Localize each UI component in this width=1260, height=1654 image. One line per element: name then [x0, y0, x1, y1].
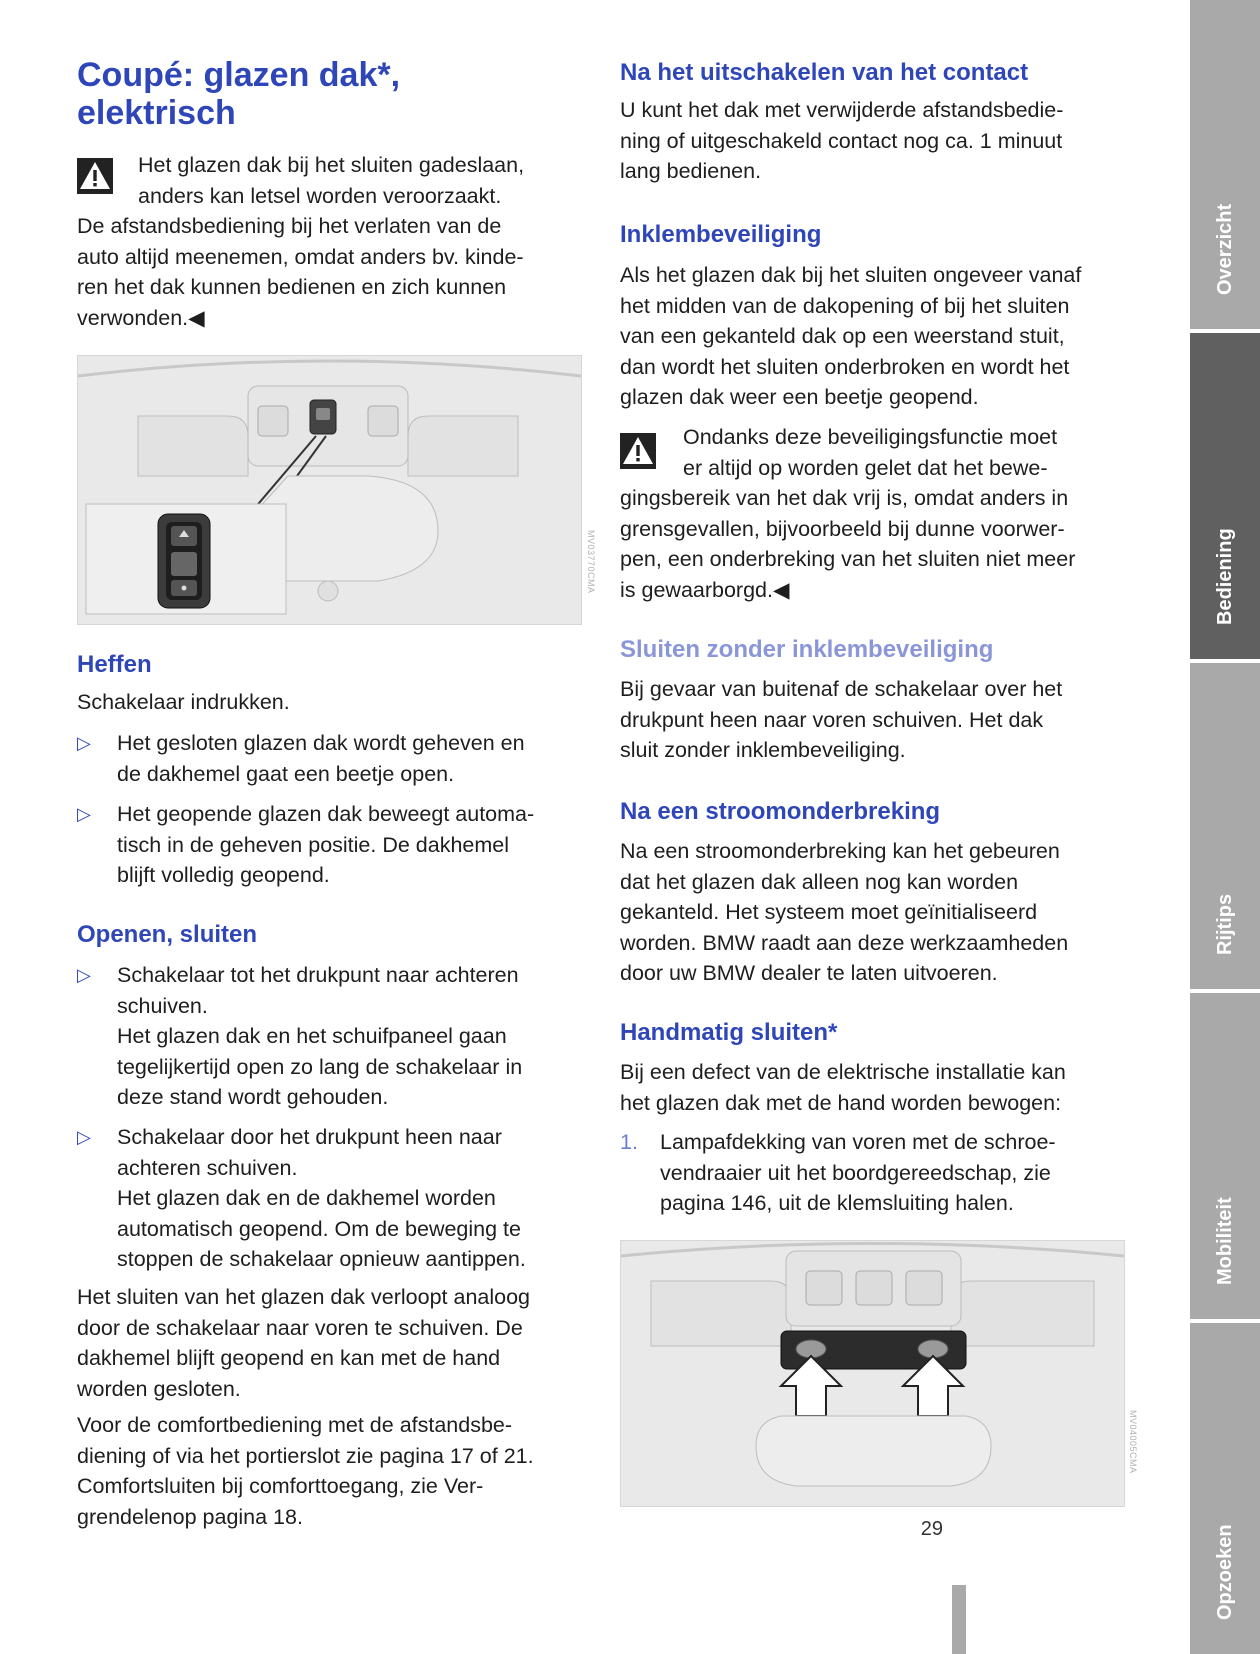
tab-label: Bediening [1214, 528, 1236, 625]
tab-label: Overzicht [1214, 203, 1236, 295]
list-item-line: de dakhemel gaat een beetje open. [117, 761, 455, 786]
list-item-line: deze stand wordt gehouden. [117, 1085, 389, 1109]
section-heading-zonder: Sluiten zonder inklembeveiliging [620, 636, 994, 663]
triangle-bullet-icon: ▷ [77, 733, 91, 753]
section-heading-handmatig: Handmatig sluiten* [620, 1019, 838, 1046]
tab-label: Mobiliteit [1214, 1197, 1236, 1285]
page-title [77, 56, 400, 132]
section-tabs [1190, 0, 1260, 1654]
list-item-line: schuiven. [117, 993, 208, 1018]
paragraph-line: door de schakelaar naar voren te schuiven. De [77, 1315, 523, 1340]
roof-console-illustration [78, 356, 581, 624]
list-item-line: Schakelaar tot het drukpunt naar achteren [117, 963, 519, 987]
paragraph-line: grendelenop pagina 18. [77, 1504, 303, 1529]
warning-line: er altijd op worden gelet dat het bewe- [683, 455, 1048, 480]
paragraph-line: dakhemel blijft geopend en kan met de hand [77, 1346, 501, 1370]
paragraph-line: glazen dak weer een beetje geopend. [620, 385, 979, 409]
tab-opzoeken[interactable] [1190, 1323, 1260, 1654]
paragraph [620, 95, 1125, 187]
tab-label: Rijtips [1214, 893, 1236, 955]
lamp-cover-illustration [621, 1241, 1124, 1506]
list-item-line: Schakelaar door het drukpunt heen naar [117, 1125, 502, 1149]
section-heading-inklem: Inklembeveiliging [620, 221, 822, 248]
warning-line: grensgevallen, bijvoorbeeld bij dunne voorwer- [620, 516, 1065, 541]
warning-line: is gewaarborgd.◀ [620, 577, 790, 602]
list-item-line: pagina 146, uit de klemsluiting halen. [660, 1191, 1014, 1215]
paragraph-line: worden gesloten. [77, 1376, 241, 1401]
warning-line: Ondanks deze beveiligingsfunctie moet [683, 425, 1058, 449]
warning-line: De afstandsbediening bij het verlaten van de [77, 214, 502, 238]
title-line-1: Coupé: glazen dak*, [77, 56, 401, 94]
page-marker-bar [952, 1585, 966, 1654]
warning-line: auto altijd meenemen, omdat anders bv. kinde- [77, 244, 524, 269]
list-item-line: vendraaier uit het boordgereedschap, zie [660, 1160, 1051, 1185]
tab-label: Opzoeken [1214, 1524, 1236, 1620]
step-number: 1. [620, 1130, 638, 1154]
warning-line: verwonden.◀ [77, 305, 205, 330]
figure-roof-switch [77, 355, 582, 625]
paragraph-line: van een gekanteld dak op een weerstand stuit, [620, 324, 1065, 348]
warning-line: Het glazen dak bij het sluiten gadeslaan, [138, 153, 525, 177]
section-heading-heffen: Heffen [77, 651, 152, 678]
page-number: 29 [920, 1518, 943, 1540]
list-item-line: Lampafdekking van voren met de schroe- [660, 1130, 1056, 1154]
paragraph-line: Het sluiten van het glazen dak verloopt analoog [77, 1285, 531, 1309]
figure-code: MV04005CMA [1128, 1410, 1138, 1474]
paragraph [77, 1282, 587, 1404]
figure-lamp-cover [620, 1240, 1125, 1507]
paragraph-line: ning of uitgeschakeld contact nog ca. 1 minuut [620, 128, 1063, 153]
paragraph-line: door uw BMW dealer te laten uitvoeren. [620, 961, 998, 985]
paragraph-line: Voor de comfortbediening met de afstandsbe- [77, 1413, 513, 1437]
section-heading-openen: Openen, sluiten [77, 921, 258, 948]
paragraph [620, 1057, 1125, 1118]
warning-line: ren het dak kunnen bedienen en zich kunnen [77, 275, 507, 299]
warning-line: pen, een onderbreking van het sluiten niet meer [620, 547, 1076, 571]
paragraph-line: Na een stroomonderbreking kan het gebeuren [620, 839, 1060, 863]
paragraph [620, 260, 1125, 413]
paragraph-line: het glazen dak met de hand worden bewogen: [620, 1090, 1062, 1115]
heffen-intro: Schakelaar indrukken. [77, 690, 290, 714]
list-item-line: blijft volledig geopend. [117, 863, 330, 887]
list-item-line: Het glazen dak en de dakhemel worden [117, 1186, 496, 1210]
section-heading-contact: Na het uitschakelen van het contact [620, 59, 1029, 86]
paragraph-line: worden. BMW raadt aan deze werkzaamheden [620, 930, 1069, 955]
list-item-line: Het gesloten glazen dak wordt geheven en [117, 731, 525, 755]
paragraph [77, 1410, 587, 1532]
tab-bediening[interactable] [1190, 333, 1260, 663]
warning-line: anders kan letsel worden veroorzaakt. [138, 183, 502, 208]
warning-block [620, 422, 1130, 605]
list-item-line: Het glazen dak en het schuifpaneel gaan [117, 1024, 507, 1048]
tab-overzicht[interactable] [1190, 0, 1260, 333]
paragraph-line: diening of via het portierslot zie pagina 17 of 21. [77, 1443, 534, 1468]
list-item-line: automatisch geopend. Om de beweging te [117, 1216, 521, 1241]
paragraph-line: Als het glazen dak bij het sluiten ongeveer vanaf [620, 263, 1082, 287]
paragraph-line: het midden van de dakopening of bij het sluiten [620, 293, 1070, 318]
paragraph-line: U kunt het dak met verwijderde afstandsbedie- [620, 98, 1064, 122]
paragraph-line: gekanteld. Het systeem moet geïnitialiseerd [620, 900, 1038, 924]
list-item-line: tisch in de geheven positie. De dakhemel [117, 832, 510, 857]
list-item-line: Het geopende glazen dak beweegt automa- [117, 802, 535, 826]
figure-code: MV03770CMA [586, 530, 596, 594]
section-heading-stroom: Na een stroomonderbreking [620, 798, 941, 825]
triangle-bullet-icon: ▷ [77, 965, 91, 985]
paragraph-line: dan wordt het sluiten onderbroken en wordt het [620, 354, 1070, 379]
triangle-bullet-icon: ▷ [77, 1127, 91, 1147]
paragraph [620, 836, 1125, 989]
paragraph-line: drukpunt heen naar voren schuiven. Het dak [620, 707, 1044, 732]
paragraph-line: Comfortsluiten bij comforttoegang, zie Ver- [77, 1474, 484, 1498]
tab-rijtips[interactable] [1190, 663, 1260, 993]
warning-line: gingsbereik van het dak vrij is, omdat anders in [620, 486, 1069, 510]
warning-block [77, 150, 587, 333]
list-item-line: achteren schuiven. [117, 1155, 298, 1180]
paragraph-line: sluit zonder inklembeveiliging. [620, 738, 906, 762]
list-item-line: stoppen de schakelaar opnieuw aantippen. [117, 1247, 526, 1271]
list-item-line: tegelijkertijd open zo lang de schakelaar in [117, 1054, 523, 1079]
paragraph-line: dat het glazen dak alleen nog kan worden [620, 869, 1019, 894]
paragraph-line: Bij een defect van de elektrische installatie kan [620, 1060, 1066, 1084]
paragraph-line: lang bedienen. [620, 159, 762, 183]
paragraph-line: Bij gevaar van buitenaf de schakelaar over het [620, 677, 1063, 701]
triangle-bullet-icon: ▷ [77, 804, 91, 824]
tab-mobiliteit[interactable] [1190, 993, 1260, 1323]
paragraph [620, 674, 1125, 766]
title-line-2: elektrisch [77, 94, 236, 132]
